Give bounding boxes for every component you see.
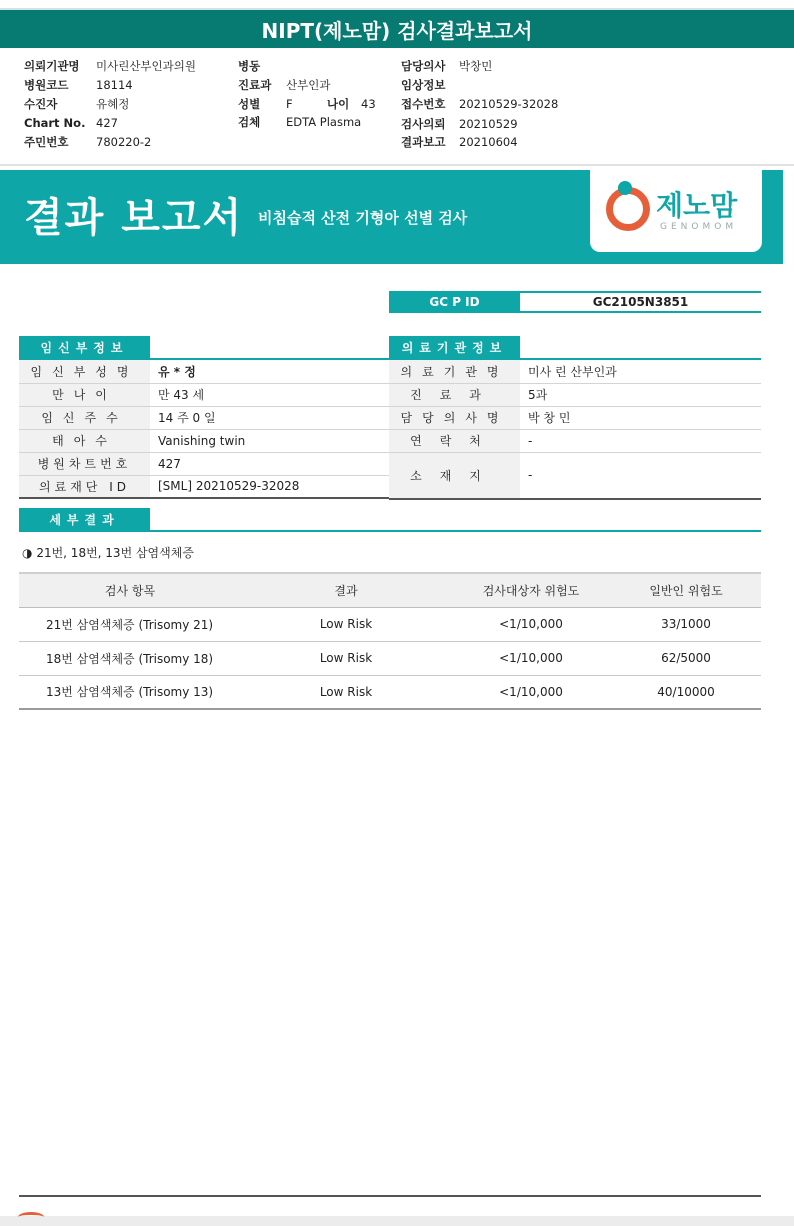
- institution-label: 담당의사명: [389, 406, 520, 429]
- header-value: 미사린산부인과의원: [96, 59, 196, 73]
- header-row: [24, 116, 118, 130]
- header-key: Chart No.: [24, 116, 86, 130]
- table-row: [389, 429, 761, 452]
- header-row: [401, 134, 518, 150]
- column-header: 검사 항목: [19, 573, 241, 607]
- subject-risk: <1/10,000: [451, 607, 611, 641]
- header-row: [24, 58, 196, 74]
- patient-label: 임신부성명: [19, 360, 150, 383]
- header-row-age: [327, 96, 376, 112]
- test-item: 21번 삼염색체증 (Trisomy 21): [19, 607, 241, 641]
- header-key: 주민번호: [24, 135, 69, 149]
- institution-label: 소재지: [389, 452, 520, 499]
- general-risk: 62/5000: [611, 641, 761, 675]
- header-key: 나이: [327, 97, 350, 111]
- header-value: 18114: [96, 78, 133, 92]
- institution-label: 진료과: [389, 383, 520, 406]
- header-key: 결과보고: [401, 135, 446, 149]
- column-header: 일반인 위험도: [611, 573, 761, 607]
- table-row: [19, 429, 389, 452]
- genomom-logo: [590, 170, 762, 252]
- institution-value: -: [520, 429, 761, 452]
- table-row: [19, 360, 389, 383]
- institution-value: 미사 린 산부인과: [520, 360, 761, 383]
- test-result: Low Risk: [241, 675, 451, 709]
- header-value: 20210604: [459, 135, 518, 149]
- patient-info-table: [19, 360, 389, 499]
- table-row: [19, 607, 761, 641]
- patient-value: 만 43 세: [150, 383, 389, 406]
- table-row: [389, 452, 761, 499]
- header-row: [401, 116, 518, 132]
- header-row: [401, 77, 459, 93]
- details-subheading-text: 21번, 18번, 13번 삼염색체증: [36, 546, 194, 560]
- table-row: [19, 406, 389, 429]
- header-row: [238, 58, 286, 74]
- header-row: [24, 77, 133, 93]
- patient-info-tab: 임신부정보: [19, 336, 150, 358]
- logo-subtext: GENOMOM: [660, 222, 738, 232]
- details-subheading: [22, 544, 194, 561]
- table-row: [19, 641, 761, 675]
- institution-value: 박 창 민: [520, 406, 761, 429]
- general-risk: 33/1000: [611, 607, 761, 641]
- footer-logo-arc: [18, 1212, 44, 1222]
- header-key: 진료과: [238, 78, 272, 92]
- details-tab: 세부결과: [19, 508, 150, 530]
- subject-risk: <1/10,000: [451, 675, 611, 709]
- header-value: EDTA Plasma: [286, 115, 362, 129]
- header-value: 43: [361, 97, 376, 111]
- table-row: [389, 360, 761, 383]
- column-header: 결과: [241, 573, 451, 607]
- header-value: 산부인과: [286, 78, 331, 92]
- test-item: 13번 삼염색체증 (Trisomy 13): [19, 675, 241, 709]
- header-info: [0, 50, 794, 166]
- header-row: [401, 96, 558, 112]
- table-row: [19, 452, 389, 475]
- header-key: 검체: [238, 115, 261, 129]
- header-value: 780220-2: [96, 135, 152, 149]
- header-value: 박창민: [459, 59, 493, 73]
- table-row: [19, 383, 389, 406]
- patient-value: 14 주 0 일: [150, 406, 389, 429]
- header-value: 20210529: [459, 117, 518, 131]
- patient-value: [SML] 20210529-32028: [150, 475, 389, 498]
- institution-value: -: [520, 452, 761, 499]
- table-header-row: [19, 573, 761, 607]
- footer-divider: [19, 1195, 761, 1197]
- header-key: 성별: [238, 97, 261, 111]
- institution-value: 5과: [520, 383, 761, 406]
- header-value: F: [286, 97, 293, 111]
- institution-label: 의료기관명: [389, 360, 520, 383]
- header-key: 담당의사: [401, 59, 446, 73]
- test-result: Low Risk: [241, 607, 451, 641]
- table-row: [19, 675, 761, 709]
- patient-label: 임신주수: [19, 406, 150, 429]
- header-row: [238, 77, 330, 93]
- header-key: 병원코드: [24, 78, 69, 92]
- gcp-id-label: GC P ID: [389, 291, 520, 313]
- patient-label: 만나이: [19, 383, 150, 406]
- table-row: [19, 475, 389, 498]
- general-risk: 40/10000: [611, 675, 761, 709]
- banner-subtitle: 비침습적 산전 기형아 선별 검사: [258, 209, 468, 227]
- test-item: 18번 삼염색체증 (Trisomy 18): [19, 641, 241, 675]
- header-key: 검사의뢰: [401, 117, 446, 131]
- test-result: Low Risk: [241, 641, 451, 675]
- patient-value: Vanishing twin: [150, 429, 389, 452]
- institution-info-tab: 의료기관정보: [389, 336, 520, 358]
- header-row: [24, 96, 129, 112]
- header-key: 접수번호: [401, 97, 446, 111]
- table-row: [389, 383, 761, 406]
- header-key: 병동: [238, 59, 261, 73]
- header-key: 의뢰기관명: [24, 59, 80, 73]
- subject-risk: <1/10,000: [451, 641, 611, 675]
- header-value: 20210529-32028: [459, 97, 559, 111]
- header-row: [401, 58, 492, 74]
- header-key: 수진자: [24, 97, 58, 111]
- half-circle-icon: ◑: [22, 546, 33, 560]
- logo-text: 제노맘: [656, 189, 738, 222]
- header-row: [238, 96, 293, 112]
- banner-title: 결과 보고서: [24, 195, 244, 241]
- header-value: 유혜정: [96, 97, 130, 111]
- table-row: [389, 406, 761, 429]
- footer-strip: [0, 1216, 794, 1226]
- header-value: 427: [96, 116, 118, 130]
- institution-info-table: [389, 360, 761, 500]
- institution-label: 연락처: [389, 429, 520, 452]
- patient-label: 의료재단 ID: [19, 475, 150, 498]
- patient-label: 태아수: [19, 429, 150, 452]
- patient-value: 유 * 정: [150, 360, 389, 383]
- column-header: 검사대상자 위험도: [451, 573, 611, 607]
- patient-value: 427: [150, 452, 389, 475]
- header-row: [238, 114, 361, 130]
- report-title: NIPT(제노맘) 검사결과보고서: [0, 8, 794, 48]
- report-banner: [0, 170, 783, 264]
- patient-label: 병원차트번호: [19, 452, 150, 475]
- logo-head-icon: [618, 181, 632, 195]
- gcp-id-value: GC2105N3851: [520, 291, 761, 313]
- header-key: 임상정보: [401, 78, 446, 92]
- results-table: [19, 572, 761, 710]
- header-row: [24, 134, 151, 150]
- details-divider: [19, 530, 761, 532]
